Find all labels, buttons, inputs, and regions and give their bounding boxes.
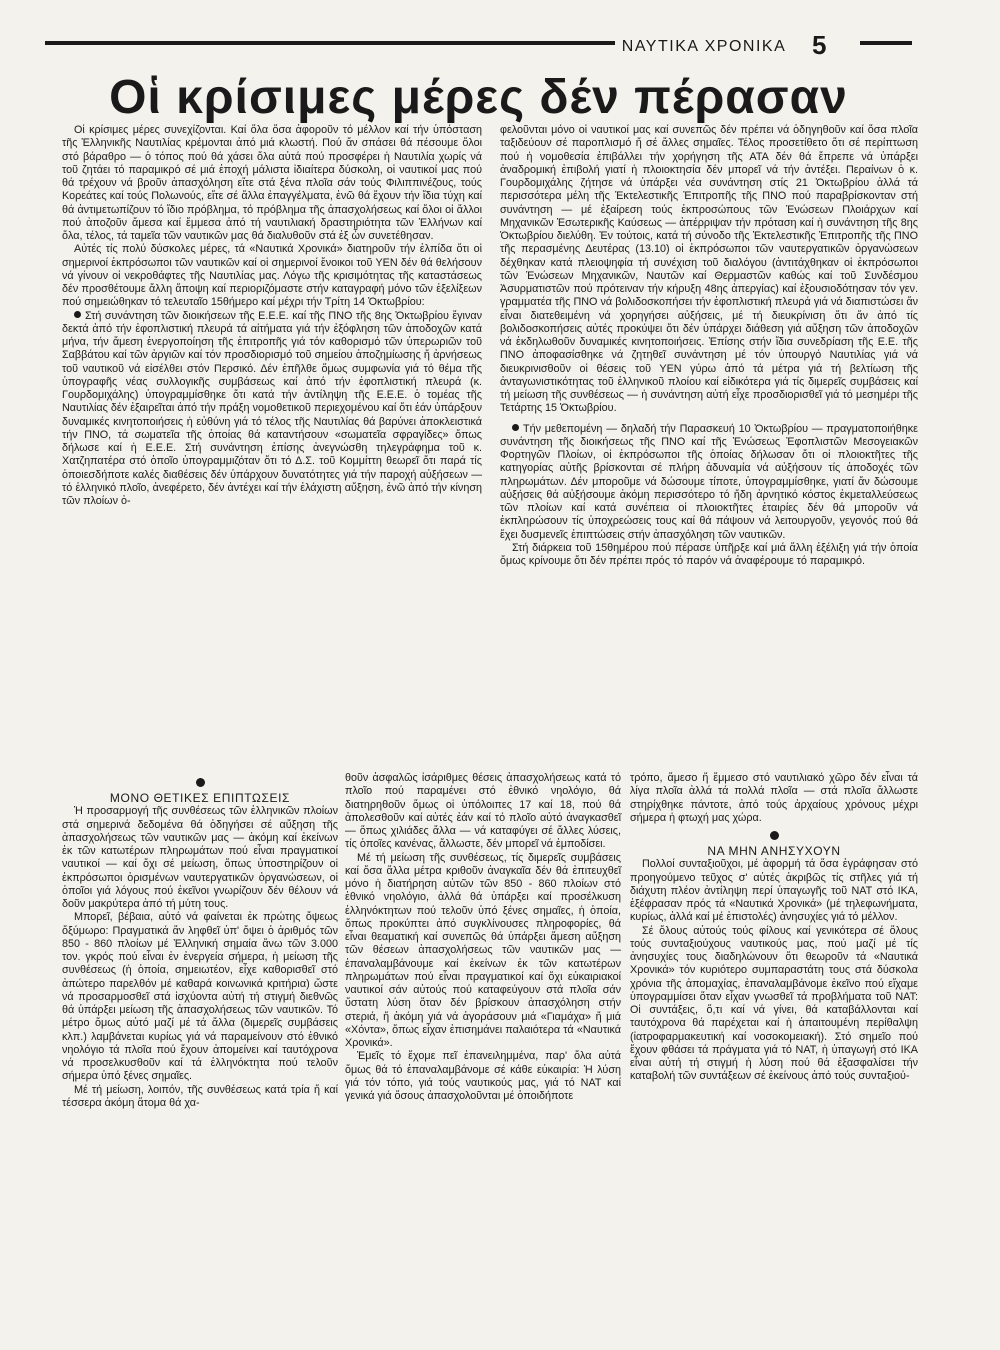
subheading: ΝΑ ΜΗΝ ΑΝΗΣΥΧΟΥΝ [707,844,841,858]
separator-dot-icon [770,831,779,840]
paragraph: Μέ τή μείωση, λοιπόν, τῆς συνθέσεως κατά τρία ἤ καί τέσσερα ἀκόμη ἄτομα θά χα- [62,1083,338,1109]
bullet-icon [74,311,81,318]
paragraph: θοῦν ἀσφαλῶς ἰσάριθμες θέσεις ἀπασχολήσεως κατά τό πλοῖο πού παραμένει στό ἐθνικό νηολόγιο, θά διατηρηθοῦν ὅμως οἱ ὑπόλοιπες 17 καί 18, πού θά ἀπολεσθοῦν καί αὐτές ἐάν καί τό πλοῖο αὐτό ἀναγκασθεῖ — ὅπως χιλιάδες ἄλλα — νά καταφύγει σέ ἄλλες λύσεις, τίς ὁποῖες κανένας, ἄλλωστε, δέν μπορεῖ νά ἐμποδίσει. [345,772,621,851]
section-name: ΝΑΥΤΙΚΑ ΧΡΟΝΙΚΑ [621,38,787,55]
paragraph-text: Στή συνάντηση τῶν διοικήσεων τῆς Ε.Ε.Ε. καί τῆς ΠΝΟ τῆς 8ης Ὀκτωβρίου ἔγιναν δεκτά ἀπό τήν ἐφοπλιστική πλευρά τά αἰτήματα γιά τήν ἐξόφληση τῶν ἀποδοχῶν κατά μήνα, τήν ἄμεση ἐνεργοποίηση τῆς ἐπιτροπῆς γιά τόν καθορισμό τῶν ὑπερωριῶν τοῦ Σαββάτου καί τῶν ἀργιῶν καί τόν προσδιορισμό τοῦ σημείου ἀποζημίωσης ἤ ἀρνήσεως τοῦ ναυτικοῦ νά εἰσέλθει στόν Περσικό. Δέν ἐπῆλθε ὅμως συμφωνία γιά τό θέμα τῆς ὑπογραφῆς νέας συλλογικῆς συμβάσεως καί ἀπό τήν ἐφοπλιστική πλευρά (κ. Γουρδομιχάλης) ὑπογραμμίσθηκε ὅτι κατά τήν ἀντίληψη τῆς Ε.Ε.Ε. ὁ τομέας τῆς Ναυτιλίας δέν ἐξαιρεῖται ἀπό τήν πράξη νομοθετικοῦ περιεχομένου καί ὅτι ἐάν ὑπάρξουν δυναμικές κινητοποιήσεις ἡ εὐθύνη γιά τό τέλος τῆς Ναυτιλίας θά βαρύνει ἀποκλειστικά τήν ΠΝΟ, τά σωματεῖα τῆς ὁποίας θά καταντήσουν «σωματεῖα σφραγίδες» ὅπως δήλωσε καί ἡ Ε.Ε.Ε. Στή συνάντηση ἐπίσης ἀνεγνώσθη τηλεγράφημα τοῦ κ. Χατζηπατέρα στό ὁποῖο ὑπογραμμιζόταν ὅτι τό Δ.Σ. τοῦ Κομμίττη θεωρεῖ ὅτι παρά τίς ὁποιεσδήποτε καλές διαθέσεις δέν ὑπάρχουν δυνατότητες γιά τήν παροχή αὐξήσεων — τό ἑλληνικό πλοῖο, ἀνεφέρετο, δέν ἀντέχει καί τήν ἐλάχιστη αὔξηση, ἐνῶ ἀπό τήν κίνηση τῶν πλοίων ὀ- [62,309,482,507]
article-column-3 [62,772,338,1110]
bullet-paragraph [500,423,918,542]
paragraph-text: Τήν μεθεπομένη — δηλαδή τήν Παρασκευή 10 Ὀκτωβρίου — πραγματοποιήθηκε συνάντηση τῆς διοικήσεως τῆς ΠΝΟ καί τῆς Ἑνώσεως Ἐφοπλιστῶν Μεσογειακῶν Φορτηγῶν Πλοίων, οἱ ἐκπρόσωποι τῆς ὁποίας δήλωσαν ὅτι οἱ πλοιοκτῆτες τῆς κατηγορίας αὐτῆς βρίσκονται σέ πλήρη ἀδυναμία νά αὐξήσουν τίς ἀποδοχές τῶν πληρωμάτων. Δέν μποροῦμε νά δώσουμε τίποτε, ὑπογραμμίσθηκε, γιατί ἄν δώσουμε αὐξήσεις θά αὐξήσουμε ἀκόμη περισσότερο τό ἤδη ἀρνητικό κόστος ἐκμεταλλεύσεως τῶν πλοίων καί κατά συνέπεια οἱ πλοιοκτῆτες ἑταιρίες δέν θά μποροῦν νά ἐκπληρώσουν τίς ὑποχρεώσεις τους καί θά πάψουν νά λειτουργοῦν, γεγονός πού θά ἔχει δυσμενεῖς ἐπιπτώσεις στήν ἀπασχόληση τῶν ναυτικῶν. [500,422,918,541]
paragraph: Μπορεῖ, βέβαια, αὐτό νά φαίνεται ἐκ πρώτης ὄψεως ὄξύμωρο: Πραγματικά ἄν ληφθεῖ ὑπ' ὄψει ὁ ἀριθμός τῶν 850 - 860 πλοίων μέ Ἑλληνική σημαία ἄνω τῶν 3.000 τον. γκρός πού εἶναι ἐν ἐνεργεία σήμερα, ἡ μείωση τῆς συνθέσεως (ἡ ὁποία, σημειωτέον, εἶχε καθορισθεῖ στό ἀπώτερο παρελθόν μέ καθαρά κοινωνικά κριτήρια) ὥστε νά προσαρμοσθεῖ στά ἰσχύοντα αὐτή τή στιγμή διεθνῶς θά ὑπάρξει μείωση τῆς ἀπασχολήσεως τῶν ναυτικῶν. Τό μέτρο ὅμως αὐτό μαζί μέ τά ἄλλα (διμερεῖς συμβάσεις κλπ.) λαμβάνεται κυρίως γιά νά παραμείνουν στό ἐθνικό νηολόγιο τά πλοῖα πού ἔχουν ἀπομείνει καί ταυτόχρονα νά προσελκυσθοῦν καί τά ἑλληνόκτητα πού τελοῦν σήμερα ὑπό ξένες σημαῖες. [62,911,338,1083]
paragraph: Αὐτές τίς πολύ δύσκολες μέρες, τά «Ναυτικά Χρονικά» διατηροῦν τήν ἐλπίδα ὅτι οἱ σημερινοί ἐκπρόσωποι τῶν ναυτικῶν καί οἱ σημερινοί ἔνοικοι τοῦ ΥΕΝ δέν θά θελήσουν νά γίνουν οἱ νεκροθάφτες τῆς Ναυτιλίας μας. Λόγω τῆς κρισιμότητας τῆς καταστάσεως δέν προσθέτουμε ἄλλη ἄποψη καί περιοριζόμαστε στήν καταγραφή μόνο τῶν ἐξελίξεων πού σημειώθηκαν τό τελευταῖο 15θήμερο καί μέχρι τήν Τρίτη 14 Ὀκτωβρίου: [62,243,482,309]
article-column-4 [345,772,621,1103]
bullet-icon [512,424,519,431]
paragraph: Πολλοί συνταξιοῦχοι, μέ ἀφορμή τά ὅσα ἐγράφησαν στό προηγούμενο τεῦχος σ' αὐτές ἀκριβῶς τίς στῆλες γιά τή διάχυτη πλέον ἀντίληψη περί ὑπαγωγῆς τοῦ ΝΑΤ στό ΙΚΑ, ἐξέφρασαν πρός τά «Ναυτικά Χρονικά» (μέ τηλεφωνήματα, κυρίως, ἀλλά καί μέ ἐπιστολές) ἀνησυχίες γιά τό μέλλον. [630,858,918,924]
paragraph: Ἡ προσαρμογή τῆς συνθέσεως τῶν ἑλληνικῶν πλοίων στά σημερινά δεδομένα θά ὁδηγήσει σέ αὔξηση τῆς ἀπασχολήσεως τῶν ναυτικῶν μας — ἀκόμη καί ἐκείνων ἐκ τῶν κατωτέρων πληρωμάτων πού εἶναι πραγματικοί ναυτικοί — καί ὄχι σέ μείωση, ὅπως ὑποστηρίζουν οἱ ἐκπρόσωποι ὁρισμένων ναυτεργατικῶν ὀργανώσεων, οἱ ὁποῖοι γιά λόγους πού ἐκεῖνοι γνωρίζουν δέν θέλουν νά δοῦν μακρύτερα ἀπό τή μύτη τους. [62,805,338,910]
header-rule-right [860,41,912,45]
paragraph: τρόπο, ἄμεσο ἤ ἔμμεσο στό ναυτιλιακό χῶρο δέν εἶναι τά λίγα πλοῖα ἀλλά τά πολλά πλοῖα — στά πλοῖα ἄλλωστε στηρίχθηκε πάντοτε, ἀπό τούς ἀρχαίους χρόνους μέχρι σήμερα ἡ φτωχή μας χώρα. [630,772,918,824]
article-column-1 [62,124,482,508]
article-column-2 [500,124,918,568]
headline: Οἱ κρίσιμες μέρες δέν πέρασαν [109,71,848,124]
paragraph: Σέ ὅλους αὐτούς τούς φίλους καί γενικότερα σέ ὅλους τούς συνταξιούχους ναυτικούς μας, πού μαζί μέ τίς ἀνησυχίες τους διαδηλώνουν ὅτι θεωροῦν τά «Ναυτικά Χρονικά» τόν κυριότερο συμπαραστάτη τους στά δύσκολα χρόνια τῆς ἀπομαχίας, ἐπαναλαμβάνομε ἐκεῖνο πού εἴχαμε ὑπογραμμίσει ὅταν εἶχαν γνωσθεῖ τά προβλήματα τοῦ ΝΑΤ: Οἱ συντάξεις, ὅ,τι καί νά γίνει, θά καταβάλλονται καί ταυτόχρονα θά παρέχεται καί ἡ ἀπαιτουμένη περίθαλψη (ἰατροφαρμακευτική καί νοσοκομειακή). Στό σημεῖο πού ἔχουν φθάσει τά πράγματα γιά τό ΝΑΤ, ἡ ὑπαγωγή στό ΙΚΑ εἶναι αὐτή τή στιγμή ἡ λύση πού θά ἐξασφαλίσει τήν καταβολή τῶν συντάξεων σέ ἐκείνους ἀπό τούς συνταξιού- [630,924,918,1083]
subheading: ΜΟΝΟ ΘΕΤΙΚΕΣ ΕΠΙΠΤΩΣΕΙΣ [109,791,291,805]
header-rule-left [45,41,615,45]
page-number: 5 [812,30,827,60]
bullet-paragraph [62,310,482,509]
paragraph: Στή διάρκεια τοῦ 15θημέρου πού πέρασε ὑπῆρξε καί μιά ἄλλη ἐξέλιξη γιά τήν ὁποία ὅμως κρίνουμε ὅτι δέν πρέπει πρός τό παρόν νά ἀναφέρουμε τό παραμικρό. [500,541,918,567]
paragraph: φελοῦνται μόνο οἱ ναυτικοί μας καί συνεπῶς δέν πρέπει νά ὁδηγηθοῦν καί ὅσα πλοῖα ταξιδεύουν σέ παροπλισμό ἤ σέ ἄλλες σημαῖες. Τέλος προσετίθετο ὅτι σέ περίπτωση πού ἡ νομοθεσία ἐπιβάλλει τήν χορήγηση τῆς ΑΤΑ δέν θά ἔπρεπε νά ὑπάρξει ἀναδρομική ἐπιβολή γιατί ἡ πλοιοκτησία δέν μπορεῖ νά τήν ἀντέξει. Περαίνων ὁ κ. Γουρδομιχάλης ζήτησε νά ὑπάρξει νέα συνάντηση στίς 21 Ὀκτωβρίου ἀλλά τά περισσότερα μέλη τῆς Ἐκτελεστικῆς Ἐπιτροπῆς τῆς ΠΝΟ πού παραβρίσκονταν στή συνάντηση — μέ ἐξαίρεση τούς ἐκπροσώπους τῶν Ἑνώσεων Πλοιάρχων καί Μηχανικῶν Ἐσωτερικῆς Καύσεως — ἀπέρριψαν τήν πρόταση καί ἡ συνάντηση τῆς 8ης Ὀκτωβρίου διελύθη. Ἐν τούτοις, κατά τή σύνοδο τῆς Ἐκτελεστικῆς Ἐπιτροπῆς τῆς ΠΝΟ τῆς περασμένης Δευτέρας (13.10) οἱ ἐκπρόσωποι τῶν ναυτεργατικῶν ὀργανώσεων δέχθηκαν κατά πλειοψηφία τή συνέχιση τοῦ διαλόγου (ἀντιτάχθηκαν οἱ ἐκπρόσωποι τῶν Ἑνώσεων Μηχανικῶν, Ναυτῶν καί Θερμαστῶν καθώς καί τοῦ Συνδέσμου Ἀσυρματιστῶν πού πρότειναν τήν κήρυξη 48ης ἀπεργίας) καί ἐξουσιοδότησαν τόν γεν. γραμματέα τῆς ΠΝΟ νά βολιδοσκοπήσει τήν ἐφοπλιστική πλευρά γιά νά διαπιστώσει ἄν εἶναι διατεθειμένη νά χορηγήσει αὐξήσεις, μέ τή διευκρίνιση ὅτι ἄν ἀπό τίς βολιδοσκοπήσεις αὐτές προκύψει ὅτι δέν ὑπάρχει διάθεση γιά αὔξηση τῶν ἀποδοχῶν νά ἐκδηλωθοῦν δυναμικές κινητοποιήσεις. Ἐπίσης στήν ἴδια συνεδρίαση τῆς Ε.Ε. τῆς ΠΝΟ ἀποφασίσθηκε νά ζητηθεῖ συνάντηση μέ τόν ὑπουργό Ναυτιλίας γιά νά διευκρινισθοῦν οἱ θέσεις τοῦ ΥΕΝ γύρω ἀπό τά μέτρα γιά τή βελτίωση τῆς ἀνταγωνιστικότητας τοῦ ἑλληνικοῦ πλοίου καί εἰδικότερα γιά τίς διμερεῖς συμβάσεις καί τή μείωση τῆς συνθέσεως — ἡ συνάντηση αὐτή εἶχε προσδιορισθεῖ γιά τό μεσημέρι τῆς Τετάρτης 15 Ὀκτωβρίου. [500,124,918,415]
article-column-5 [630,772,918,1084]
paragraph: Οἱ κρίσιμες μέρες συνεχίζονται. Καί ὅλα ὅσα ἀφοροῦν τό μέλλον καί τήν ὑπόσταση τῆς Ἑλληνικῆς Ναυτιλίας κρέμονται ἀπό μιά κλωστή. Πού ἄν σπάσει θά πέσουμε ὅλοι στό βάραθρο — ὁ τόπος πού θά χάσει ὅλα αὐτά πού προσφέρει ἡ Ναυτιλία χωρίς νά τοῦ ζητάει τό παραμικρό σέ μιά ἐποχή μάλιστα ἰδιαίτερα δύσκολη, οἱ ναυτικοί μας πού θά τρέχουν νά βροῦν ἀπασχόληση εἴτε στά ξένα πλοῖα σάν τούς Φιλιππινέζους, τούς Κορεάτες καί τούς Πολωνούς, εἴτε σέ ἄλλα ἐπαγγέλματα, ἐνῶ θά ἔχουν τήν ἴδια τύχη καί θά ἀντιμετωπίζουν τό ἴδιο πρόβλημα, τό πρόβλημα τῆς ἀπασχολήσεως καί ὅλοι οἱ ἄλλοι πού ἀποζοῦν ἄμεσα καί ἔμμεσα ἀπό τή ναυτιλιακή δραστηριότητα τῶν Ἑλλήνων καί ὅλα, τέλος, τά ταμεῖα τῶν ναυτικῶν μας θά διαλυθοῦν στά ἐξ ὧν συνετέθησαν. [62,124,482,242]
separator-dot-icon [196,778,205,787]
paragraph: Μέ τή μείωση τῆς συνθέσεως, τίς διμερεῖς συμβάσεις καί ὅσα ἄλλα μέτρα κριθοῦν ἀναγκαῖα δέν θά ἐπιτευχθεῖ μόνο ἡ διατήρηση αὐτῶν τῶν 850 - 860 πλοίων στό ἐθνικό νηολόγιο, ἀλλά θά ὑπάρξει καί προσέλκυση ἑλληνόκτητων πού τελοῦν ὑπό ξένες σημαῖες, ἡ ὁποία, ὅπως προκύπτει ἀπό συγκλίνουσες πληροφορίες, θά εἶναι θεαματική καί συνεπῶς θά ὑπάρξει ἄμεση αὔξηση τῶν θέσεων ἀπασχολήσεως τῶν ναυτικῶν μας — ἐπαναλαμβάνουμε καί ἐκείνων ἐκ τῶν κατωτέρων πληρωμάτων πού εἶναι πραγματικοί καί ὄχι εὐκαιριακοί ναυτικοί σάν αὐτούς πού καταφεύγουν στά πλοῖα σάν ὕστατη λύση ὅταν δέν βρίσκουν ἀπασχόληση στήν στεριά, ἤ ἀκόμη γιά νά ἀγοράσουν μιά «Γιαμάχα» ἤ μιά «Χόντα», ὅπως εἶχαν ἐπισημάνει παλαιότερα τά «Ναυτικά Χρονικά». [345,851,621,1049]
paragraph: Ἐμεῖς τό ἔχομε πεῖ ἐπανειλημμένα, παρ' ὅλα αὐτά ὅμως θά τό ἐπαναλαμβάνομε σέ κάθε εὐκαιρία: Ἡ λύση γιά τόν τόπο, γιά τούς ναυτικούς μας, γιά τό ΝΑΤ καί γενικά γιά ὅσους ἀπασχολοῦνται μέ ὁποιδήποτε [345,1050,621,1102]
